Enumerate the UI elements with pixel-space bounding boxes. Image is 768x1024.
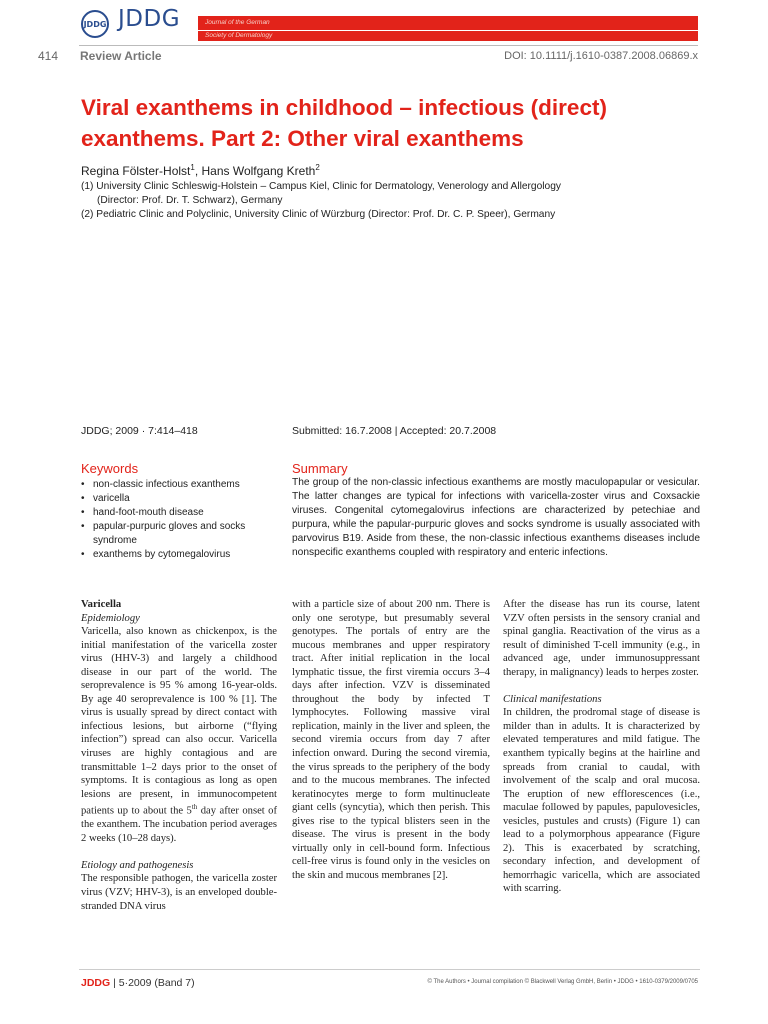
- author-separator: ,: [194, 164, 202, 178]
- article-title: Viral exanthems in childhood – infectious (direct) exanthems. Part 2: Other viral exanthems: [81, 95, 607, 151]
- journal-citation: JDDG; 2009 · 7:414–418: [81, 425, 198, 437]
- keywords-list: [81, 478, 281, 562]
- journal-logo-text: JDDG: [118, 6, 181, 32]
- subsection-heading: Clinical manifestations: [503, 693, 602, 705]
- footer-divider: [79, 969, 700, 970]
- body-column-3: [503, 598, 700, 896]
- band-line-2: Society of Dermatology: [205, 32, 273, 39]
- footer-issue-text: | 5·2009 (Band 7): [110, 977, 195, 989]
- ordinal-suffix: th: [191, 803, 198, 812]
- page-number: 414: [38, 49, 59, 63]
- subsection-heading: Epidemiology: [81, 612, 140, 624]
- header-band-lower: [198, 31, 698, 41]
- author-2-affil: 2: [315, 163, 320, 172]
- author-1-affil: 1: [190, 163, 195, 172]
- body-paragraph: with a particle size of about 200 nm. There is only one serotype, but presumably several genotypes. The portals of entry are the mucous membranes and upper respiratory tract. After initial replication in the local lymphatic tissue, the first viremia occurs 3–4 days after infection. VZV is disseminated throughout the body by infected T lymphocytes. Following massive viral replication, mainly in the liver and spleen, the second viremia occurs from day 7 after infection onward. During the second viremia, the virus spreads to the periphery of the body and to the mucous membranes. The infected keratinocytes merge to form multinucleate giant cells (syncytia), which then perish. This gives rise to the typical blisters seen in the disease. The virus is present in the body virtually only in cell-bound form. Infectious cell-free virus is found only in the vesicles on the skin and mucous membranes [2].: [292, 599, 490, 881]
- keywords-heading: Keywords: [81, 461, 139, 476]
- body-text: Varicella, also known as chickenpox, is the initial manifestation of the varicella zoster virus (HHV-3) and largely a childhood disease in our part of the world. The seroprevalence is 95 % among 16-year-olds. By age 40 seroprevalence is 100 % [1]. The virus is usually spread by direct contact with infectious lesions, but airborne (“flying infection”) spread can also occur. Varicella viruses are highly contagious and are transmittable 1–2 days prior to the onset of symptoms. It is contagious as long as open lesions are present, in immunocompetent patients up to about the 5: [81, 626, 277, 817]
- body-paragraph: After the disease has run its course, latent VZV often persists in the sensory cranial and spinal ganglia. Reactivation of the virus as a result of diminished T-cell immunity (e.g., in advanced age, under immunosuppressant therapy, in malignancy) leads to herpes zoster.: [503, 599, 700, 678]
- footer-copyright: © The Authors • Journal compilation © Blackwell Verlag GmbH, Berlin • JDDG • 1610-0379/2009/0705: [427, 979, 698, 985]
- band-line-1: Journal of the German: [205, 19, 270, 26]
- body-column-2: [292, 598, 490, 882]
- body-text: day after onset of the exanthem. The incubation period averages 2 weeks (10–28 days).: [81, 805, 277, 844]
- keyword-item: • hand-foot-mouth disease: [81, 506, 281, 520]
- subsection-heading: Etiology and pathogenesis: [81, 859, 194, 871]
- keyword-item: • non-classic infectious exanthems: [81, 478, 281, 492]
- summary-heading: Summary: [292, 461, 348, 476]
- journal-logo-icon: [81, 10, 109, 38]
- header-band: [198, 16, 698, 30]
- author-list: [81, 163, 320, 178]
- author-1: Regina Fölster-Holst: [81, 164, 191, 178]
- body-paragraph: [81, 625, 277, 845]
- section-label: Review Article: [80, 49, 162, 63]
- body-column-1: [81, 598, 277, 913]
- logo-mark: JDDG: [83, 19, 107, 29]
- section-heading: Varicella: [81, 599, 122, 610]
- keyword-item: • varicella: [81, 492, 281, 506]
- doi[interactable]: DOI: 10.1111/j.1610-0387.2008.06869.x: [504, 50, 698, 62]
- affiliation-1: (1) University Clinic Schleswig-Holstein – Campus Kiel, Clinic for Dermatology, Venerology and Allergology: [81, 181, 561, 192]
- body-paragraph: In children, the prodromal stage of disease is milder than in adults. It is characterized by elevated temperatures and mild fatigue. The exanthem typically begins at the hairline and spreads from cranial to caudal, with involvement of the scalp and oral mucosa. The eruption of new efflorescences (i.e., maculae followed by papules, papulovesicles, vesicles, pustules and crusts) (Figure 1) can lead to a polymorphous appearance (Figure 2). This is exacerbated by scratching, secondary infection, and development of hemorrhagic varicella, which are associated with scarring.: [503, 707, 700, 895]
- footer-journal: JDDG: [81, 977, 111, 989]
- keyword-item: • papular-purpuric gloves and socks syndrome: [81, 520, 281, 548]
- summary-text: The group of the non-classic infectious exanthems are mostly maculopapular or vesicular. The latter changes are typical for infections with varicella-zoster virus and Coxsackie viruses. Congenital cytomegalovirus infections are characterized by petechiae and purpura, while the papular-purpuric gloves and socks syndrome is usually associated with parvovirus B19. Aside from these, the non-classic infectious exanthems diseases include nonspecific exanthems coupled with respiratory and enteric infections.: [292, 477, 700, 559]
- submission-dates: Submitted: 16.7.2008 | Accepted: 20.7.2008: [292, 425, 497, 437]
- footer-issue: [81, 977, 195, 989]
- body-paragraph: The responsible pathogen, the varicella zoster virus (VZV; HHV-3), is an enveloped double-stranded DNA virus: [81, 873, 277, 912]
- affiliation-1-cont: (Director: Prof. Dr. T. Schwarz), Germany: [97, 195, 283, 206]
- affiliation-2: (2) Pediatric Clinic and Polyclinic, University Clinic of Würzburg (Director: Prof. Dr. C. P. Speer), Germany: [81, 209, 556, 220]
- header-divider: [79, 45, 698, 46]
- author-2: Hans Wolfgang Kreth: [201, 164, 316, 178]
- keyword-item: • exanthems by cytomegalovirus: [81, 548, 281, 562]
